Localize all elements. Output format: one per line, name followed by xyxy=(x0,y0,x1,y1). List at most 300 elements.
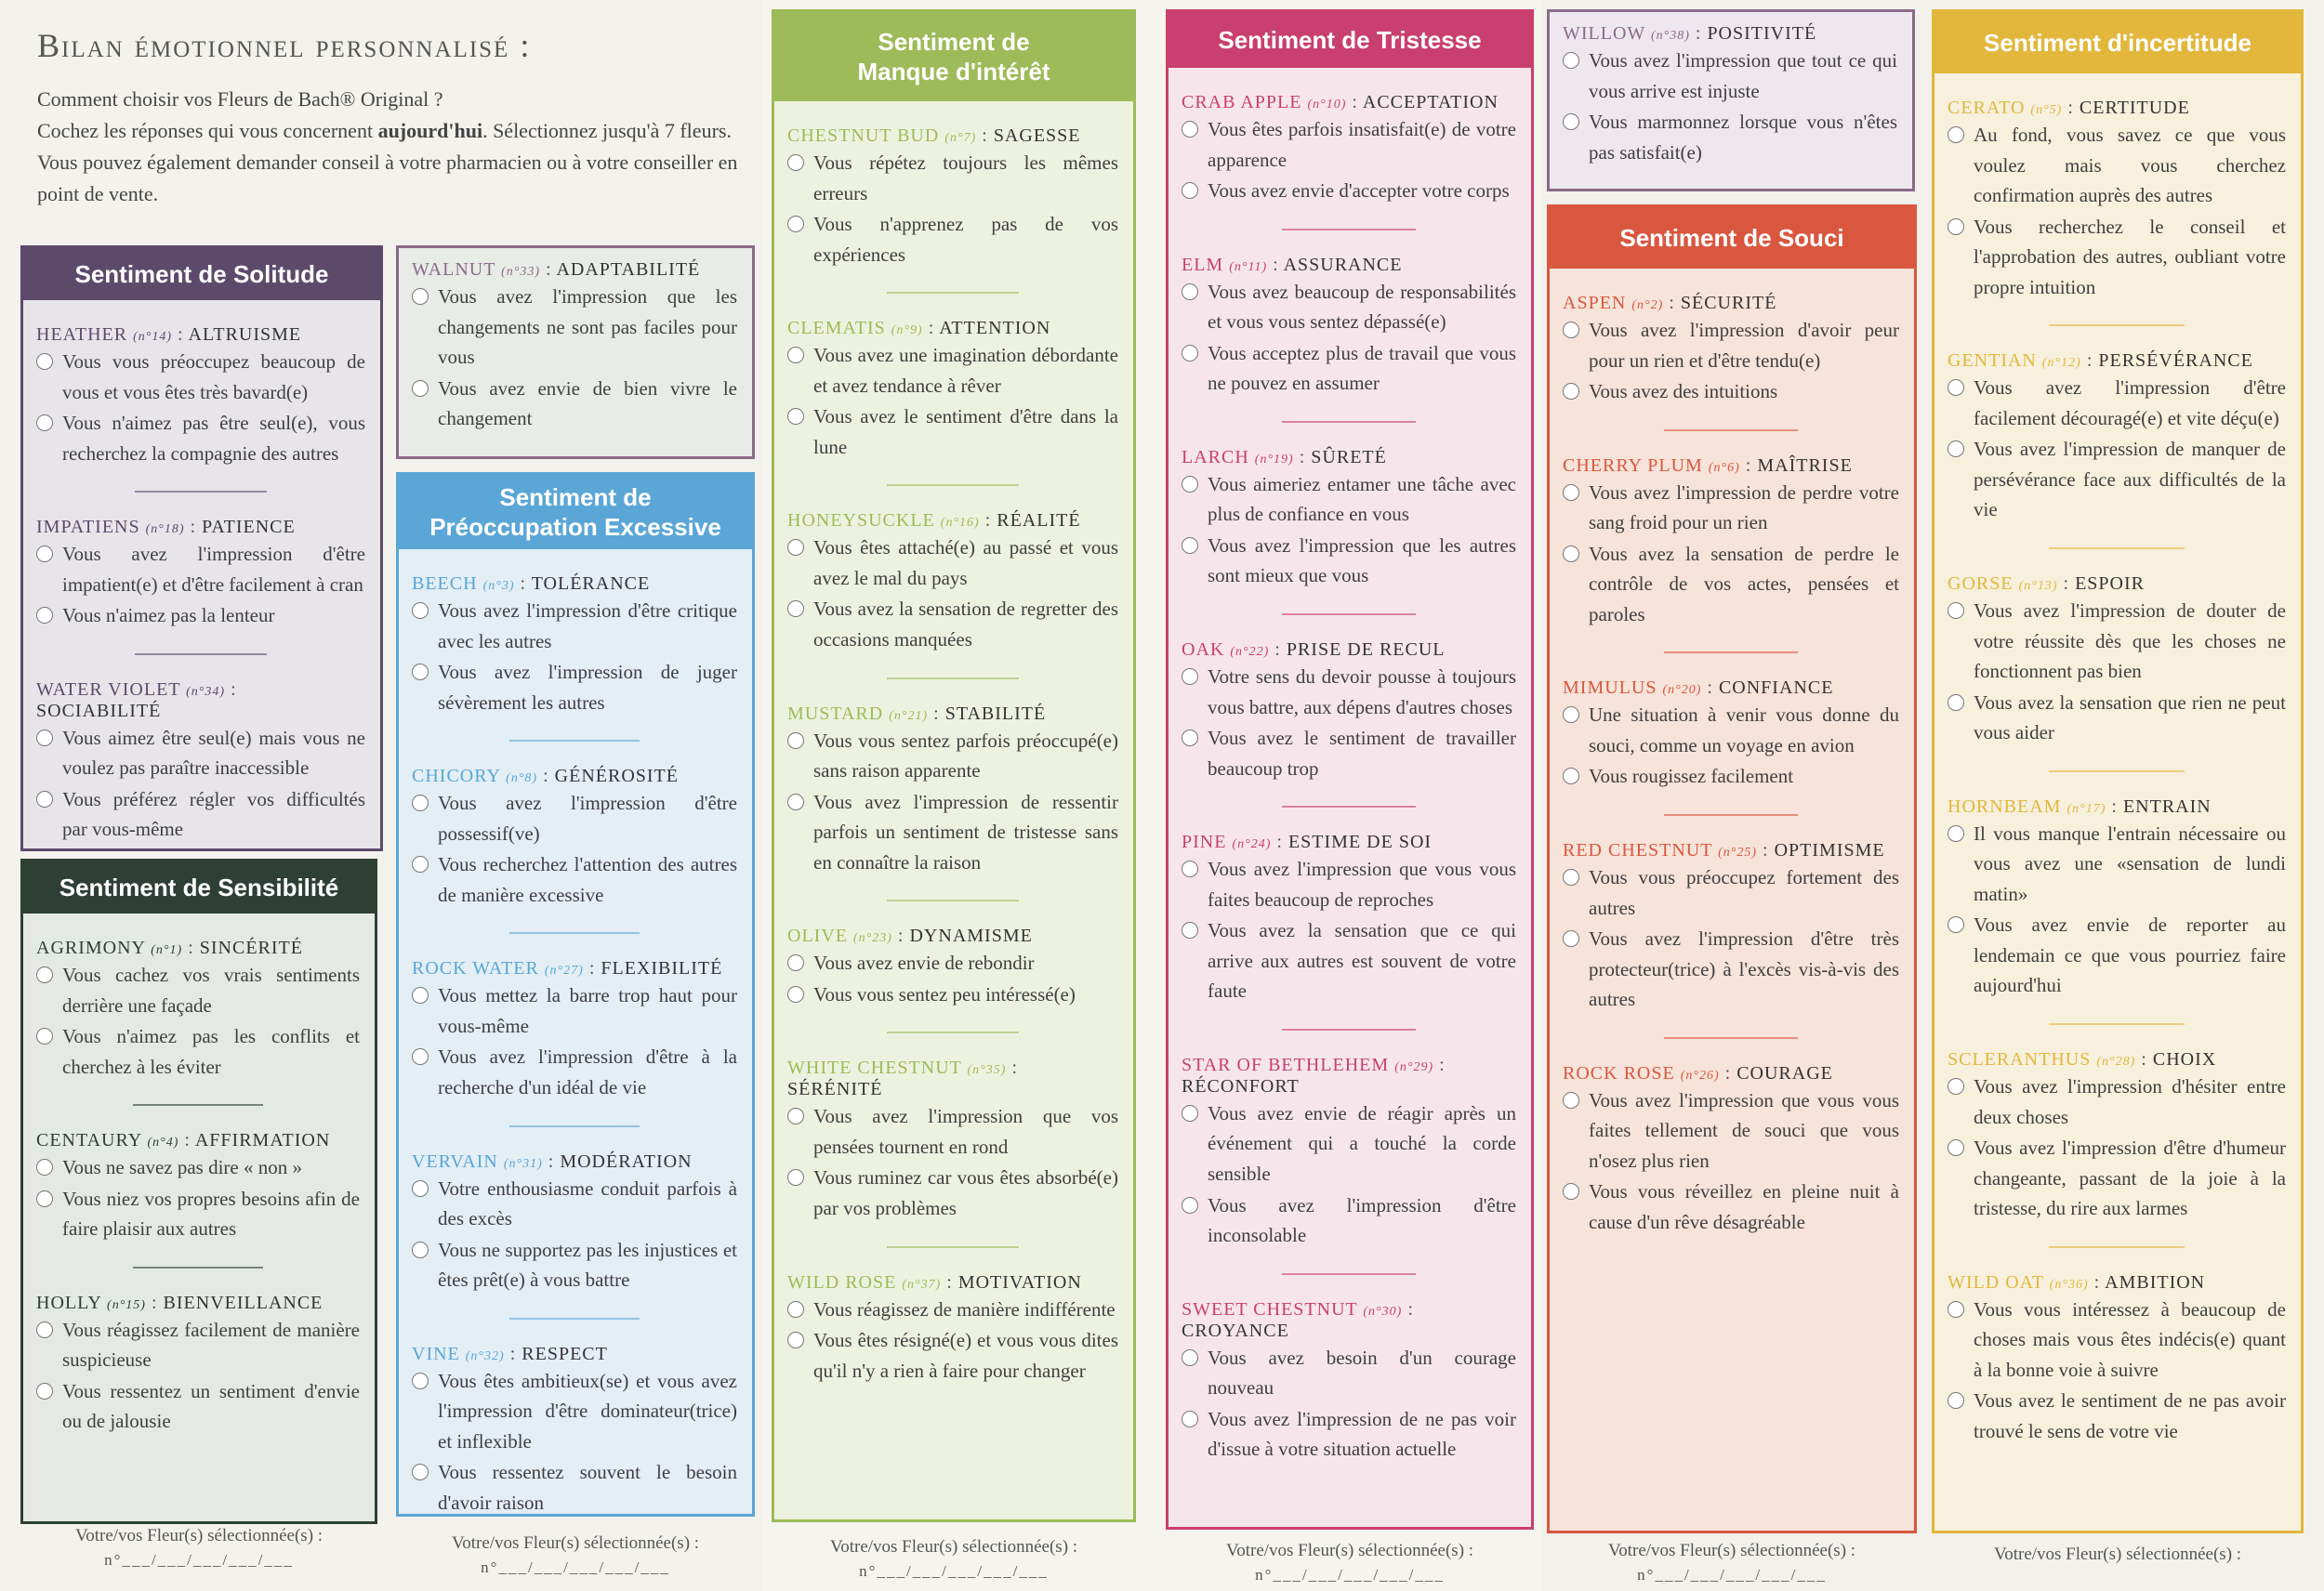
radio-circle-icon[interactable] xyxy=(1182,922,1198,939)
radio-circle-icon[interactable] xyxy=(1948,825,1964,842)
radio-circle-icon[interactable] xyxy=(1948,126,1964,143)
radio-circle-icon[interactable] xyxy=(787,408,804,425)
flower-number: (n°30) xyxy=(1363,1304,1403,1319)
radio-circle-icon[interactable] xyxy=(1948,1078,1964,1095)
footer-line[interactable]: n°___/___/___/___/___ xyxy=(1637,1565,1827,1584)
radio-circle-icon[interactable] xyxy=(412,288,429,305)
divider xyxy=(887,292,1019,294)
radio-circle-icon[interactable] xyxy=(36,353,53,370)
radio-circle-icon[interactable] xyxy=(787,986,804,1003)
flower-quality: PERSÉVÉRANCE xyxy=(2098,350,2253,372)
radio-circle-icon[interactable] xyxy=(1182,1105,1198,1122)
panel-sensibilite xyxy=(20,859,377,1524)
radio-circle-icon[interactable] xyxy=(412,1464,429,1480)
divider xyxy=(1664,429,1799,431)
radio-circle-icon[interactable] xyxy=(787,954,804,971)
flower-name-line: VERVAIN (n°31) : MODÉRATION xyxy=(412,1151,693,1172)
answer-option[interactable] xyxy=(1563,924,1899,1015)
footer-left xyxy=(20,1524,377,1571)
flower-name-line: WATER VIOLET (n°34) : SOCIABILITÉ xyxy=(36,678,237,721)
section-header: Sentiment de Manque d'intérêt xyxy=(774,12,1133,101)
flower-name: HORNBEAM xyxy=(1948,796,2062,817)
section-body xyxy=(774,125,1133,1386)
flower-quality: SÛRETÉ xyxy=(1311,446,1387,467)
answer-option[interactable] xyxy=(787,1101,1118,1162)
flower-name-line: ASPEN (n°2) : SÉCURITÉ xyxy=(1563,293,1777,313)
option-text: Vous vous sentez parfois préoccupé(e) sans raison apparente xyxy=(813,729,1118,782)
footer-line[interactable]: n°___/___/___/___/___ xyxy=(859,1561,1049,1580)
radio-circle-icon[interactable] xyxy=(412,1180,429,1197)
radio-circle-icon[interactable] xyxy=(1182,283,1198,300)
flower-item xyxy=(787,1058,1118,1223)
option-text: Vous êtes ambitieux(se) et vous avez l'impression d'être dominateur(trice) et inflexible xyxy=(438,1369,737,1453)
flower-quality: DYNAMISME xyxy=(909,926,1033,947)
radio-circle-icon[interactable] xyxy=(787,794,804,810)
answer-option[interactable] xyxy=(1182,176,1516,206)
flower-name: HOLLY xyxy=(36,1292,102,1313)
answer-option[interactable] xyxy=(412,849,737,910)
flower-quality: BIENVEILLANCE xyxy=(163,1292,324,1313)
flower-quality: MODÉRATION xyxy=(560,1151,693,1172)
radio-circle-icon[interactable] xyxy=(787,1169,804,1186)
answer-option[interactable] xyxy=(787,340,1118,401)
answer-option[interactable] xyxy=(1563,46,1897,106)
option-text: Vous cachez vos vrais sentiments derrière une façade xyxy=(62,964,360,1017)
answer-option[interactable] xyxy=(1182,531,1516,591)
flower-item xyxy=(36,1293,360,1437)
radio-circle-icon[interactable] xyxy=(36,546,53,562)
flower-name-line: VINE (n°32) : RESPECT xyxy=(412,1343,608,1364)
answer-option[interactable] xyxy=(1182,277,1516,337)
flower-number: (n°32) xyxy=(465,1348,505,1363)
flower-item xyxy=(36,679,365,845)
flower-number: (n°29) xyxy=(1394,1059,1434,1074)
option-text: Vous avez envie de bien vivre le changement xyxy=(438,376,737,430)
option-text: Vous ressentez un sentiment d'envie ou de jalousie xyxy=(62,1379,360,1433)
option-text: Vous avez envie de réagir après un événement qui a touché la corde sensible xyxy=(1208,1101,1516,1186)
flower-item xyxy=(1182,639,1516,783)
radio-circle-icon[interactable] xyxy=(787,347,804,363)
radio-circle-icon[interactable] xyxy=(412,987,429,1004)
answer-option[interactable] xyxy=(36,539,365,599)
radio-circle-icon[interactable] xyxy=(1563,768,1579,784)
flower-name-line: HOLLY (n°15) : BIENVEILLANCE xyxy=(36,1292,324,1313)
flower-quality: FLEXIBILITÉ xyxy=(601,958,723,980)
radio-circle-icon[interactable] xyxy=(412,1048,429,1065)
radio-circle-icon[interactable] xyxy=(1948,379,1964,396)
divider xyxy=(2049,1246,2185,1248)
radio-circle-icon[interactable] xyxy=(1563,546,1579,562)
radio-circle-icon[interactable] xyxy=(1182,668,1198,685)
flower-quality: ATTENTION xyxy=(939,318,1051,339)
option-text: Vous avez l'impression que vous vous faites tellement de souci que vous n'osez plus rien xyxy=(1589,1088,1899,1172)
flower-item xyxy=(787,318,1118,462)
divider xyxy=(887,1246,1019,1248)
flower-name: OAK xyxy=(1182,639,1225,661)
radio-circle-icon[interactable] xyxy=(787,600,804,617)
option-text: Vous avez l'impression de ne pas voir d'issue à votre situation actuelle xyxy=(1208,1407,1516,1461)
footer-label: Votre/vos Fleur(s) sélectionnée(s) : xyxy=(1607,1541,1856,1560)
radio-circle-icon[interactable] xyxy=(36,414,53,431)
flower-number: (n°31) xyxy=(503,1156,543,1171)
answer-option[interactable] xyxy=(1948,1133,2286,1224)
option-text: Vous vous intéressez à beaucoup de choses mais vous êtes indécis(e) quant à la bonne voie à suivre xyxy=(1974,1297,2286,1381)
answer-option[interactable] xyxy=(1182,114,1516,175)
answer-option[interactable] xyxy=(412,374,737,434)
flower-number: (n°36) xyxy=(2049,1277,2089,1292)
section-header: Sentiment de Tristesse xyxy=(1169,12,1531,68)
answer-option[interactable] xyxy=(36,1152,360,1183)
answer-option[interactable] xyxy=(1563,1085,1899,1177)
answer-option[interactable] xyxy=(787,594,1118,654)
radio-circle-icon[interactable] xyxy=(1182,121,1198,138)
flower-number: (n°19) xyxy=(1254,452,1294,467)
flower-number: (n°24) xyxy=(1232,837,1272,852)
answer-option[interactable] xyxy=(412,657,737,717)
flower-item xyxy=(1563,455,1899,630)
section-body xyxy=(1934,98,2301,1447)
answer-option[interactable] xyxy=(1948,434,2286,525)
option-text: Vous avez l'impression d'être critique avec les autres xyxy=(438,599,737,652)
flower-quality: CHOIX xyxy=(2152,1049,2217,1071)
radio-circle-icon[interactable] xyxy=(36,791,53,808)
answer-option[interactable] xyxy=(787,726,1118,786)
intro-text-a: Cochez les réponses qui vous concernent xyxy=(37,119,378,142)
option-text: Vous êtes attaché(e) au passé et vous avez le mal du pays xyxy=(813,536,1118,589)
flower-name: ROCK ROSE xyxy=(1563,1062,1675,1084)
answer-option[interactable] xyxy=(1563,376,1899,407)
divider xyxy=(1282,229,1416,230)
option-text: Vous avez l'impression d'être inconsolable xyxy=(1208,1193,1516,1247)
divider xyxy=(509,1318,640,1320)
option-text: Vous n'aimez pas les conflits et cherchez à les éviter xyxy=(62,1025,360,1078)
answer-option[interactable] xyxy=(1948,120,2286,211)
answer-option[interactable] xyxy=(787,533,1118,593)
flower-quality: MAÎTRISE xyxy=(1757,454,1853,476)
section-header: Sentiment de Préoccupation Excessive xyxy=(399,475,752,549)
flower-number: (n°3) xyxy=(482,579,515,593)
radio-circle-icon[interactable] xyxy=(1948,440,1964,457)
answer-option[interactable] xyxy=(1182,1343,1516,1403)
radio-circle-icon[interactable] xyxy=(1948,916,1964,933)
flower-name-line: AGRIMONY (n°1) : SINCÉRITÉ xyxy=(36,938,303,958)
answer-option[interactable] xyxy=(36,1376,360,1437)
answer-option[interactable] xyxy=(412,1457,737,1517)
radio-circle-icon[interactable] xyxy=(1182,861,1198,877)
answer-option[interactable] xyxy=(1182,338,1516,399)
radio-circle-icon[interactable] xyxy=(36,1383,53,1400)
flower-quality: TOLÉRANCE xyxy=(531,573,651,594)
answer-option[interactable] xyxy=(787,209,1118,270)
answer-option[interactable] xyxy=(1182,662,1516,722)
flower-item xyxy=(1563,840,1899,1015)
flower-name: WHITE CHESTNUT xyxy=(787,1058,962,1079)
answer-option[interactable] xyxy=(787,980,1118,1010)
radio-circle-icon[interactable] xyxy=(1948,694,1964,711)
answer-option[interactable] xyxy=(412,282,737,373)
answer-option[interactable] xyxy=(1948,688,2286,748)
radio-circle-icon[interactable] xyxy=(787,1332,804,1348)
radio-circle-icon[interactable] xyxy=(1563,322,1579,338)
flower-name-line: STAR OF BETHLEHEM (n°29) : RÉCONFORT xyxy=(1182,1054,1446,1097)
answer-option[interactable] xyxy=(36,408,365,468)
radio-circle-icon[interactable] xyxy=(1563,1183,1579,1200)
option-text: Vous réagissez de manière indifférente xyxy=(813,1297,1116,1321)
answer-option[interactable] xyxy=(1563,315,1899,375)
radio-circle-icon[interactable] xyxy=(1563,1092,1579,1109)
footer-line[interactable]: n°___/___/___/___/___ xyxy=(1255,1565,1445,1584)
option-text: Vous réagissez facilement de manière suspicieuse xyxy=(62,1318,360,1372)
radio-circle-icon[interactable] xyxy=(787,216,804,232)
option-text: Vous aimeriez entamer une tâche avec plus de confiance en vous xyxy=(1208,472,1516,526)
answer-option[interactable] xyxy=(787,948,1118,979)
radio-circle-icon[interactable] xyxy=(1182,537,1198,554)
footer-line[interactable]: n°___/___/___/___/___ xyxy=(104,1550,294,1569)
answer-option[interactable] xyxy=(787,401,1118,462)
divider xyxy=(509,1125,640,1127)
flower-name-line: ROCK ROSE (n°26) : COURAGE xyxy=(1563,1062,1833,1084)
answer-option[interactable] xyxy=(1948,910,2286,1001)
answer-option[interactable] xyxy=(787,1325,1118,1386)
flower-name-line: WILLOW (n°38) : POSITIVITÉ xyxy=(1563,23,1817,44)
divider xyxy=(133,1267,262,1269)
flower-number: (n°37) xyxy=(902,1277,942,1292)
option-text: Vous avez le sentiment de ne pas avoir trouvé le sens de votre vie xyxy=(1974,1389,2286,1442)
radio-circle-icon[interactable] xyxy=(412,1373,429,1389)
radio-circle-icon[interactable] xyxy=(1182,476,1198,493)
answer-option[interactable] xyxy=(412,1174,737,1234)
answer-option[interactable] xyxy=(787,1163,1118,1223)
intro-text-bold: aujourd'hui xyxy=(377,119,483,142)
flower-item xyxy=(1948,1272,2286,1447)
radio-circle-icon[interactable] xyxy=(36,730,53,746)
answer-option[interactable] xyxy=(36,600,365,631)
answer-option[interactable] xyxy=(36,1021,360,1082)
radio-circle-icon[interactable] xyxy=(787,154,804,171)
radio-circle-icon[interactable] xyxy=(787,732,804,749)
radio-circle-icon[interactable] xyxy=(412,664,429,680)
option-text: Vous n'aimez pas la lenteur xyxy=(62,604,275,627)
answer-option[interactable] xyxy=(1948,1072,2286,1132)
flower-name-line: HEATHER (n°14) : ALTRUISME xyxy=(36,324,302,345)
radio-circle-icon[interactable] xyxy=(412,795,429,811)
radio-circle-icon[interactable] xyxy=(412,602,429,619)
answer-option[interactable] xyxy=(787,148,1118,208)
divider xyxy=(1282,1029,1416,1031)
divider xyxy=(1664,1037,1799,1039)
flower-number: (n°1) xyxy=(151,943,183,957)
divider xyxy=(887,1032,1019,1033)
radio-circle-icon[interactable] xyxy=(1948,1139,1964,1156)
answer-option[interactable] xyxy=(1182,854,1516,914)
radio-circle-icon[interactable] xyxy=(36,607,53,624)
flower-name: WATER VIOLET xyxy=(36,678,181,700)
answer-option[interactable] xyxy=(36,784,365,845)
radio-circle-icon[interactable] xyxy=(412,380,429,397)
radio-circle-icon[interactable] xyxy=(36,1159,53,1176)
radio-circle-icon[interactable] xyxy=(1563,484,1579,501)
flower-name: ELM xyxy=(1182,254,1224,275)
answer-option[interactable] xyxy=(1563,761,1899,792)
answer-option[interactable] xyxy=(1182,1190,1516,1251)
divider xyxy=(133,1104,262,1106)
footer-label: Votre/vos Fleur(s) sélectionnée(s) : xyxy=(829,1537,1078,1557)
radio-circle-icon[interactable] xyxy=(36,1190,53,1207)
answer-option[interactable] xyxy=(36,347,365,407)
answer-option[interactable] xyxy=(1948,1295,2286,1386)
flower-name: CRAB APPLE xyxy=(1182,92,1302,112)
answer-option[interactable] xyxy=(36,723,365,783)
flower-name: OLIVE xyxy=(787,926,848,947)
answer-option[interactable] xyxy=(1182,1098,1516,1190)
answer-option[interactable] xyxy=(1563,478,1899,538)
option-text: Vous avez l'impression que vos pensées tournent en rond xyxy=(813,1105,1118,1158)
flower-item xyxy=(787,1272,1118,1387)
answer-option[interactable] xyxy=(1563,539,1899,630)
flower-item xyxy=(1948,573,2286,748)
flower-quality: GÉNÉROSITÉ xyxy=(554,766,679,787)
option-text: Vous avez la sensation de regretter des occasions manquées xyxy=(813,598,1118,651)
flower-number: (n°5) xyxy=(2030,103,2063,117)
answer-option[interactable] xyxy=(36,960,360,1020)
radio-circle-icon[interactable] xyxy=(787,1108,804,1124)
flower-item xyxy=(1182,92,1516,206)
answer-option[interactable] xyxy=(412,788,737,848)
option-text: Votre enthousiasme conduit parfois à des excès xyxy=(438,1177,737,1230)
radio-circle-icon[interactable] xyxy=(1563,52,1579,69)
option-text: Vous avez l'impression de ressentir parfois un sentiment de tristesse sans en connaître la raison xyxy=(813,790,1118,874)
radio-circle-icon[interactable] xyxy=(1948,218,1964,235)
flower-quality: AFFIRMATION xyxy=(194,1130,331,1151)
section-body xyxy=(399,573,752,1517)
radio-circle-icon[interactable] xyxy=(412,1242,429,1258)
divider xyxy=(1282,806,1416,808)
footer-label: Votre/vos Fleur(s) sélectionnée(s) : xyxy=(74,1526,324,1545)
answer-option[interactable] xyxy=(1948,819,2286,910)
answer-option[interactable] xyxy=(1563,862,1899,923)
flower-quality: RESPECT xyxy=(522,1343,608,1364)
answer-option[interactable] xyxy=(1563,700,1899,760)
radio-circle-icon[interactable] xyxy=(36,1028,53,1045)
flower-item xyxy=(412,1344,737,1517)
flower-name-line: CENTAURY (n°4) : AFFIRMATION xyxy=(36,1130,331,1151)
option-text: Vous préférez régler vos difficultés par vous-même xyxy=(62,787,365,841)
divider xyxy=(887,484,1019,486)
option-text: Vous avez l'impression de manquer de persévérance face aux difficultés de la vie xyxy=(1974,438,2286,521)
radio-circle-icon[interactable] xyxy=(787,1301,804,1318)
answer-option[interactable] xyxy=(1948,373,2286,433)
option-text: Vous avez l'impression d'être d'humeur changeante, passant de la joie à la tristesse, du rire aux larmes xyxy=(1974,1137,2286,1220)
flower-name-line: BEECH (n°3) : TOLÉRANCE xyxy=(412,573,651,594)
option-text: Vous avez l'impression d'avoir peur pour un rien et d'être tendu(e) xyxy=(1589,319,1899,372)
radio-circle-icon[interactable] xyxy=(1182,182,1198,199)
answer-option[interactable] xyxy=(1182,469,1516,530)
answer-option[interactable] xyxy=(412,1366,737,1457)
answer-option[interactable] xyxy=(1182,723,1516,783)
radio-circle-icon[interactable] xyxy=(1182,345,1198,362)
radio-circle-icon[interactable] xyxy=(36,966,53,983)
section-body xyxy=(1550,23,1912,167)
option-text: Vous recherchez l'attention des autres de manière excessive xyxy=(438,853,737,906)
footer-preoccupation xyxy=(396,1532,755,1578)
option-text: Vous avez la sensation de perdre le contrôle de vos actes, pensées et paroles xyxy=(1589,542,1899,625)
option-text: Vous avez une imagination débordante et avez tendance à rêver xyxy=(813,344,1118,397)
answer-option[interactable] xyxy=(412,980,737,1041)
radio-circle-icon[interactable] xyxy=(36,1321,53,1338)
flower-name-line: GENTIAN (n°12) : PERSÉVÉRANCE xyxy=(1948,350,2253,372)
flower-number: (n°23) xyxy=(852,931,892,946)
radio-circle-icon[interactable] xyxy=(412,856,429,873)
divider xyxy=(887,677,1019,679)
flower-number: (n°13) xyxy=(2018,579,2058,594)
radio-circle-icon[interactable] xyxy=(1948,602,1964,619)
answer-option[interactable] xyxy=(787,1295,1118,1325)
flower-number: (n°28) xyxy=(2096,1055,2136,1070)
answer-option[interactable] xyxy=(1948,596,2286,687)
radio-circle-icon[interactable] xyxy=(1182,730,1198,746)
answer-option[interactable] xyxy=(1182,915,1516,1006)
answer-option[interactable] xyxy=(412,1042,737,1102)
option-text: Vous avez l'impression que tout ce qui vous arrive est injuste xyxy=(1589,49,1897,102)
option-text: Vous n'aimez pas être seul(e), vous recherchez la compagnie des autres xyxy=(62,412,365,465)
answer-option[interactable] xyxy=(412,596,737,656)
radio-circle-icon[interactable] xyxy=(1948,1392,1964,1409)
radio-circle-icon[interactable] xyxy=(1948,1301,1964,1318)
flower-name-line: ROCK WATER (n°27) : FLEXIBILITÉ xyxy=(412,958,723,980)
radio-circle-icon[interactable] xyxy=(1182,1197,1198,1214)
flower-number: (n°14) xyxy=(133,330,173,344)
flower-name: ASPEN xyxy=(1563,293,1627,313)
radio-circle-icon[interactable] xyxy=(787,539,804,556)
option-text: Vous avez le sentiment de travailler beaucoup trop xyxy=(1208,727,1516,780)
answer-option[interactable] xyxy=(36,1184,360,1244)
flower-item xyxy=(36,324,365,468)
flower-quality: PRISE DE RECUL xyxy=(1286,639,1446,661)
answer-option[interactable] xyxy=(1948,212,2286,303)
option-text: Vous ruminez car vous êtes absorbé(e) par vos problèmes xyxy=(813,1166,1118,1220)
answer-option[interactable] xyxy=(412,1235,737,1295)
flower-quality: POSITIVITÉ xyxy=(1707,23,1817,44)
radio-circle-icon[interactable] xyxy=(1563,869,1579,886)
answer-option[interactable] xyxy=(1563,1177,1899,1237)
answer-option[interactable] xyxy=(787,787,1118,878)
answer-option[interactable] xyxy=(1948,1386,2286,1446)
answer-option[interactable] xyxy=(36,1315,360,1375)
radio-circle-icon[interactable] xyxy=(1182,1349,1198,1366)
divider xyxy=(2049,547,2185,549)
flower-name: CHESTNUT BUD xyxy=(787,125,940,146)
divider xyxy=(509,932,640,934)
option-text: Vous avez envie de rebondir xyxy=(813,952,1035,975)
footer-line[interactable]: n°___/___/___/___/___ xyxy=(481,1558,670,1576)
flower-name-line: CHERRY PLUM (n°6) : MAÎTRISE xyxy=(1563,454,1853,476)
flower-name-line: CHICORY (n°8) : GÉNÉROSITÉ xyxy=(412,766,679,787)
answer-option[interactable] xyxy=(1563,107,1897,167)
radio-circle-icon[interactable] xyxy=(1563,383,1579,400)
radio-circle-icon[interactable] xyxy=(1563,706,1579,723)
flower-quality: RÉCONFORT xyxy=(1182,1075,1300,1097)
radio-circle-icon[interactable] xyxy=(1182,1411,1198,1427)
flower-name-line: OLIVE (n°23) : DYNAMISME xyxy=(787,926,1033,947)
flower-name-line: SCLERANTHUS (n°28) : CHOIX xyxy=(1948,1049,2217,1071)
radio-circle-icon[interactable] xyxy=(1563,113,1579,130)
flower-number: (n°17) xyxy=(2067,801,2106,816)
section-header: Sentiment de Souci xyxy=(1550,207,1914,269)
answer-option[interactable] xyxy=(1182,1404,1516,1465)
flower-item xyxy=(787,703,1118,878)
divider xyxy=(1664,651,1799,653)
radio-circle-icon[interactable] xyxy=(1563,930,1579,947)
